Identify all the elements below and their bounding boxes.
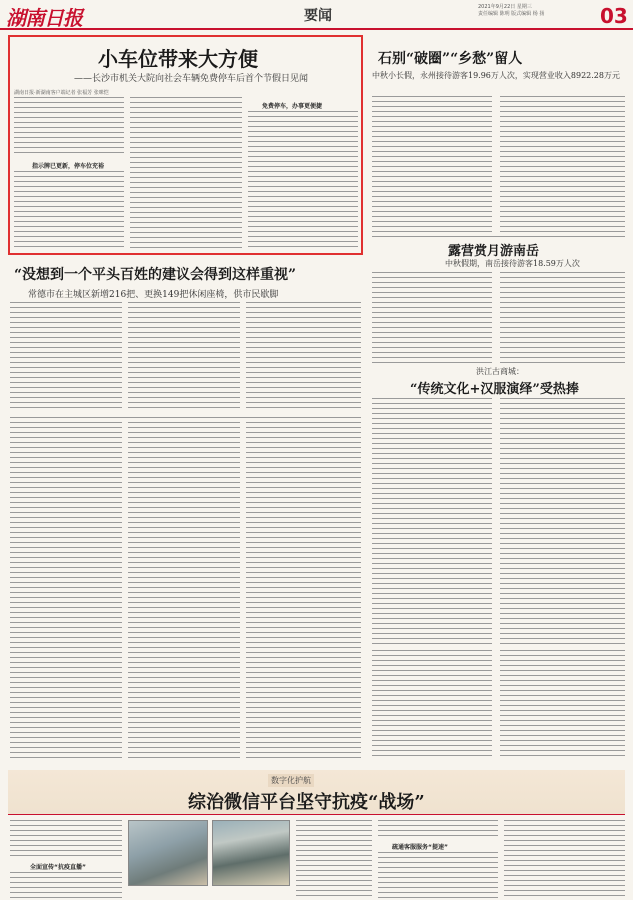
right2-body-col1: [372, 272, 492, 364]
right2-subtitle: 中秋假期，南岳接待游客18.59万人次: [445, 259, 580, 268]
right1-title: 石别“破圈”“乡愁”留人: [378, 51, 523, 67]
right2-title: 露营赏月游南岳: [448, 244, 540, 259]
banner-title: 综治微信平台坚守抗疫“战场”: [188, 792, 425, 813]
banner-rule: [8, 814, 625, 815]
story2-body-col7: [372, 650, 492, 760]
story2-body-col2: [128, 302, 240, 412]
editor-text: 责任编辑 陈明 版式编辑 杨 扬: [478, 11, 545, 17]
bottom-body-col5: [504, 820, 625, 898]
right1-body-col1: [372, 96, 492, 234]
bottom-subhead-2: 疏通客服服务“提速”: [392, 844, 448, 851]
lead-body-col2: [130, 97, 242, 251]
lead-body-col1b: [14, 171, 124, 251]
news-photo: [128, 820, 208, 886]
bottom-banner: [8, 770, 625, 814]
page-number: 03: [600, 4, 628, 28]
right3-body-col1: [372, 398, 492, 648]
story2-body-col4: [10, 422, 122, 762]
lead-article: [8, 35, 363, 255]
right1-body-col2: [500, 96, 625, 234]
right1-subtitle: 中秋小长假，永州接待游客19.96万人次，实现营业收入8922.28万元: [372, 71, 620, 80]
date-text: 2021年9月22日 星期三: [478, 4, 532, 10]
right3-body-col3: [500, 650, 625, 760]
story2-subtitle: 常德市在主城区新增216把、更换149把休闲座椅，供市民歇脚: [28, 290, 279, 300]
lead-byline: 湖南日报·新湖南客户端记者 张福芳 张咪恺: [14, 90, 109, 96]
lead-subhead-2: 免费停车，办事更便捷: [262, 103, 323, 110]
right2-body-col2: [500, 272, 625, 364]
bottom-subhead-1: 全面宣传“抗疫直播”: [30, 864, 86, 871]
story2-body-col3: [246, 302, 361, 412]
right3-kicker: 洪江古商城：: [476, 367, 524, 376]
story2-title: “没想到一个平头百姓的建议会得到这样重视”: [14, 267, 297, 283]
bottom-body-col3: [296, 820, 372, 898]
bottom-body-col4a: [378, 820, 498, 840]
lead-body-col3: [248, 111, 358, 251]
section-title: 要闻: [304, 8, 332, 24]
right3-title: “传统文化+汉服演绎”受热捧: [410, 382, 579, 397]
masthead: [0, 0, 633, 30]
news-photo-2: [212, 820, 290, 886]
bottom-body-col4b: [378, 852, 498, 898]
bottom-body-col1b: [10, 872, 122, 898]
story2-body-col1: [10, 302, 122, 412]
story2-body-col5: [128, 422, 240, 762]
lead-title: 小车位带来大方便: [98, 47, 258, 71]
story2-body-col6: [246, 422, 361, 762]
divider: [372, 236, 625, 237]
lead-body-col1: [14, 97, 124, 157]
right3-body-col2: [500, 398, 625, 648]
divider: [10, 417, 361, 418]
newspaper-logo: 湖南日报: [6, 6, 82, 30]
lead-subtitle: ——长沙市机关大院向社会车辆免费停车后首个节假日见闻: [74, 74, 309, 84]
date-line: [478, 4, 544, 18]
bottom-body-col1: [10, 820, 122, 860]
banner-tag: 数字化护航: [268, 774, 314, 787]
lead-subhead-1: 指示牌已更新，停车位充裕: [32, 163, 105, 170]
